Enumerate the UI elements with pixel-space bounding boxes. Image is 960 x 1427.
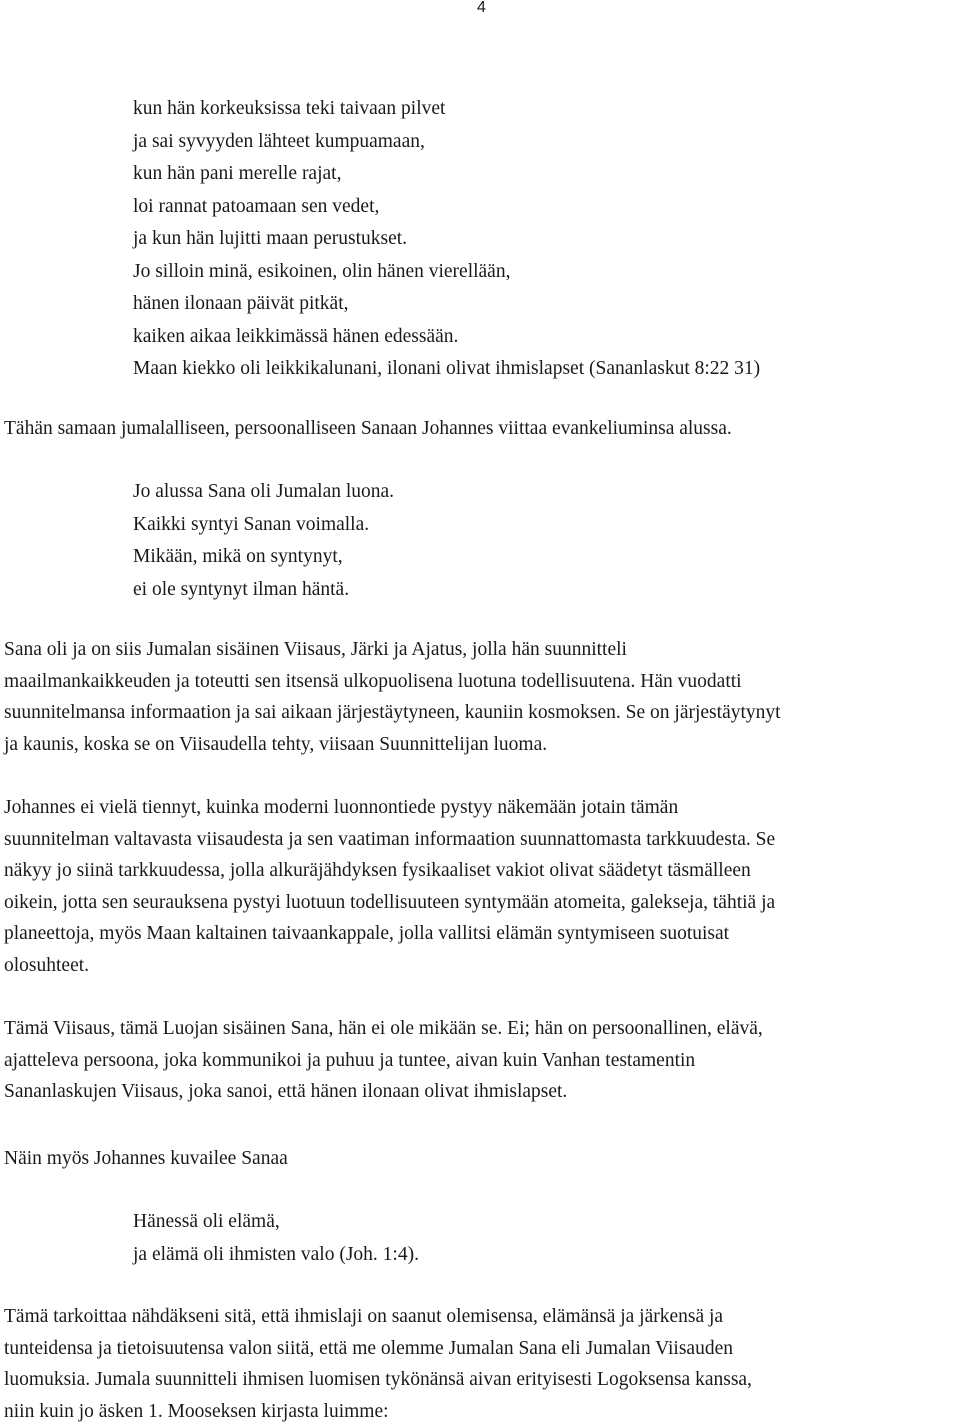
- quote-line: ja elämä oli ihmisten valo (Joh. 1:4).: [133, 1243, 419, 1265]
- paragraph-line: Näin myös Johannes kuvailee Sanaa: [4, 1148, 288, 1169]
- quote-line: Jo alussa Sana oli Jumalan luona.: [133, 481, 395, 502]
- quote-line: kun hän pani merelle rajat,: [133, 163, 342, 184]
- quote-line: Maan kiekko oli leikkikalunani, ilonani olivat ihmislapset (Sananlaskut 8:22 31): [133, 358, 761, 379]
- paragraph-line: olosuhteet.: [4, 954, 90, 976]
- quote-line: ja sai syvyyden lähteet kumpuamaan,: [133, 130, 425, 152]
- quote-line: Jo silloin minä, esikoinen, olin hänen vierellään,: [133, 260, 511, 282]
- paragraph-humankind: [4, 1301, 959, 1427]
- paragraph-line: Tämä Viisaus, tämä Luojan sisäinen Sana, hän ei ole mikään se. Ei; hän on persoonallinen, elävä,: [4, 1018, 763, 1039]
- paragraph-line: Sana oli ja on siis Jumalan sisäinen Viisaus, Järki ja Ajatus, jolla hän suunnitteli: [4, 639, 627, 660]
- paragraph-line: ja kaunis, koska se on Viisaudella tehty, viisaan Suunnittelijan luoma.: [4, 733, 548, 755]
- paragraph-john-reference: [4, 413, 959, 445]
- quote-line: loi rannat patoamaan sen vedet,: [133, 195, 380, 217]
- paragraph-line: tunteidensa ja tietoisuutensa valon siitä, että me olemme Jumalan Sana eli Jumalan Viisauden: [4, 1337, 733, 1359]
- paragraph-science: [4, 792, 959, 982]
- quote-line: Hänessä oli elämä,: [133, 1211, 280, 1232]
- paragraph-line: suunnitelman valtavasta viisaudesta ja sen vaatiman informaation suunnattomasta tarkkuudesta. Se: [4, 828, 776, 850]
- paragraph-line: planeettoja, myös Maan kaltainen taivaankappale, jolla vallitsi elämän syntymiseen suotuisat: [4, 923, 730, 945]
- paragraph-wisdom: [4, 634, 959, 760]
- quote-line: hänen ilonaan päivät pitkät,: [133, 293, 349, 314]
- quote-john-prologue: [133, 476, 953, 606]
- paragraph-line: suunnitelmansa informaation ja sai aikaan järjestäytyneen, kauniin kosmoksen. Se on järjestäytynyt: [4, 702, 781, 724]
- paragraph-line: Johannes ei vielä tiennyt, kuinka moderni luonnontiede pystyy näkemään jotain tämän: [4, 797, 679, 818]
- paragraph-line: maailmankaikkeuden ja toteutti sen itsensä ulkopuolisena luotuna todellisuutena. Hän vuodatti: [4, 670, 742, 692]
- quote-line: Kaikki syntyi Sanan voimalla.: [133, 513, 370, 535]
- paragraph-line: ajatteleva persoona, joka kommunikoi ja puhuu ja tuntee, aivan kuin Vanhan testamentin: [4, 1049, 696, 1071]
- paragraph-line: Tähän samaan jumalalliseen, persoonalliseen Sanaan Johannes viittaa evankeliuminsa alussa.: [4, 418, 732, 439]
- paragraph-intro-quote: [4, 1143, 959, 1175]
- paragraph-line: oikein, jotta sen seurauksena pystyi luotuun todellisuuteen syntymään atomeita, galekseja, tähtiä ja: [4, 891, 776, 913]
- page-number: 4: [477, 0, 486, 16]
- paragraph-line: Tämä tarkoittaa nähdäkseni sitä, että ihmislaji on saanut olemisensa, elämänsä ja järkensä ja: [4, 1306, 724, 1327]
- quote-line: kun hän korkeuksissa teki taivaan pilvet: [133, 98, 446, 119]
- quote-proverbs: [133, 93, 953, 386]
- quote-line: Mikään, mikä on syntynyt,: [133, 546, 343, 567]
- quote-line: ja kun hän lujitti maan perustukset.: [133, 228, 408, 249]
- paragraph-persona: [4, 1013, 959, 1108]
- paragraph-line: Sananlaskujen Viisaus, joka sanoi, että hänen ilonaan olivat ihmislapset.: [4, 1081, 568, 1103]
- paragraph-line: niin kuin jo äsken 1. Mooseksen kirjasta luimme:: [4, 1400, 389, 1422]
- quote-line: kaiken aikaa leikkimässä hänen edessään.: [133, 325, 459, 347]
- quote-line: ei ole syntynyt ilman häntä.: [133, 578, 350, 600]
- paragraph-line: näkyy jo siinä tarkkuudessa, jolla alkuräjähdyksen fysikaaliset vakiot olivat säädetyt täsmälleen: [4, 860, 751, 882]
- quote-john-1-4: [133, 1206, 953, 1271]
- paragraph-line: luomuksia. Jumala suunnitteli ihmisen luomisen tykönänsä aivan erityisesti Logoksensa kanssa,: [4, 1369, 752, 1391]
